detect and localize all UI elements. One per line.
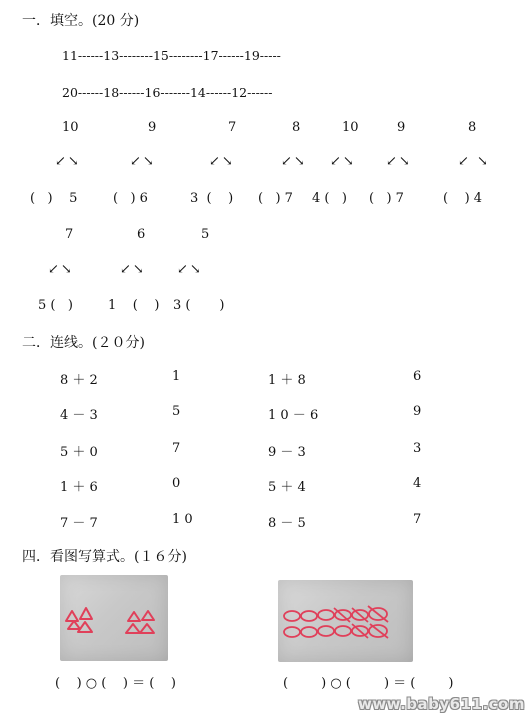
match-answer: 7 bbox=[413, 512, 422, 527]
split-bottom: 4 ( ) bbox=[312, 191, 347, 206]
split-bottom: ( ) 5 bbox=[30, 191, 78, 206]
match-answer: 7 bbox=[172, 441, 181, 456]
section4-heading: 四．看图写算式。(１６分) bbox=[22, 549, 187, 565]
split-bottom: ( ) 7 bbox=[258, 191, 293, 206]
match-answer: 0 bbox=[172, 476, 181, 491]
split-bottom: ( ) 6 bbox=[113, 191, 148, 206]
split-bottom: 1 ( ) bbox=[108, 298, 160, 313]
split-arrows-icon: ↙↘ bbox=[55, 154, 81, 169]
split-arrows-icon: ↙↘ bbox=[386, 154, 412, 169]
split-top: 7 bbox=[228, 120, 237, 135]
match-answer: 3 bbox=[413, 441, 422, 456]
match-answer: 1 bbox=[172, 369, 181, 384]
split-bottom: ( ) 7 bbox=[369, 191, 404, 206]
match-answer: 1 0 bbox=[172, 512, 193, 527]
section2-heading: 二．连线。(２０分) bbox=[22, 335, 145, 351]
split-arrows-icon: ↙↘ bbox=[209, 154, 235, 169]
split-arrows-icon: ↙↘ bbox=[281, 154, 307, 169]
split-top: 7 bbox=[65, 227, 74, 242]
match-expression: 4 － 3 bbox=[60, 408, 98, 423]
split-top: 10 bbox=[342, 120, 359, 135]
circles-drawing bbox=[278, 580, 413, 662]
formula-blank-left: ( ) ○ ( ) ＝ ( ) bbox=[55, 676, 176, 691]
split-arrows-icon: ↙↘ bbox=[330, 154, 356, 169]
split-arrows-icon: ↙↘ bbox=[130, 154, 156, 169]
number-sequence-1: 11------13--------15--------17------19----- bbox=[62, 48, 281, 63]
circles-photo bbox=[278, 580, 413, 662]
match-expression: 8 － 5 bbox=[268, 516, 306, 531]
split-bottom: ( ) 4 bbox=[443, 191, 483, 206]
split-top: 6 bbox=[137, 227, 146, 242]
split-top: 8 bbox=[292, 120, 301, 135]
triangles-drawing bbox=[60, 575, 168, 661]
match-expression: 9 － 3 bbox=[268, 445, 306, 460]
split-arrows-icon: ↙↘ bbox=[48, 262, 74, 277]
split-bottom: 3 ( ) bbox=[173, 298, 225, 313]
split-arrows-icon: ↙ ↘ bbox=[458, 154, 490, 169]
match-expression: 8 ＋ 2 bbox=[60, 373, 98, 388]
number-sequence-2: 20------18------16-------14------12------ bbox=[62, 85, 273, 100]
split-top: 5 bbox=[201, 227, 210, 242]
split-bottom: 3 ( ) bbox=[190, 191, 234, 206]
watermark: www.baby611.com bbox=[357, 695, 525, 713]
split-top: 8 bbox=[468, 120, 477, 135]
match-answer: 5 bbox=[172, 404, 181, 419]
section1-heading: 一．填空。(20 分) bbox=[22, 13, 140, 29]
split-top: 10 bbox=[62, 120, 79, 135]
match-expression: 1 0 － 6 bbox=[268, 408, 319, 423]
match-answer: 6 bbox=[413, 369, 422, 384]
match-answer: 9 bbox=[413, 404, 422, 419]
split-arrows-icon: ↙↘ bbox=[177, 262, 203, 277]
split-bottom: 5 ( ) bbox=[38, 298, 73, 313]
match-answer: 4 bbox=[413, 476, 422, 491]
match-expression: 5 ＋ 0 bbox=[60, 445, 98, 460]
split-arrows-icon: ↙↘ bbox=[120, 262, 146, 277]
match-expression: 1 ＋ 6 bbox=[60, 480, 98, 495]
formula-blank-right: ( ) ○ ( ) ＝ ( ) bbox=[283, 676, 454, 691]
split-top: 9 bbox=[397, 120, 406, 135]
match-expression: 7 － 7 bbox=[60, 516, 98, 531]
match-expression: 5 ＋ 4 bbox=[268, 480, 306, 495]
match-expression: 1 ＋ 8 bbox=[268, 373, 306, 388]
split-top: 9 bbox=[148, 120, 157, 135]
triangles-photo bbox=[60, 575, 168, 661]
